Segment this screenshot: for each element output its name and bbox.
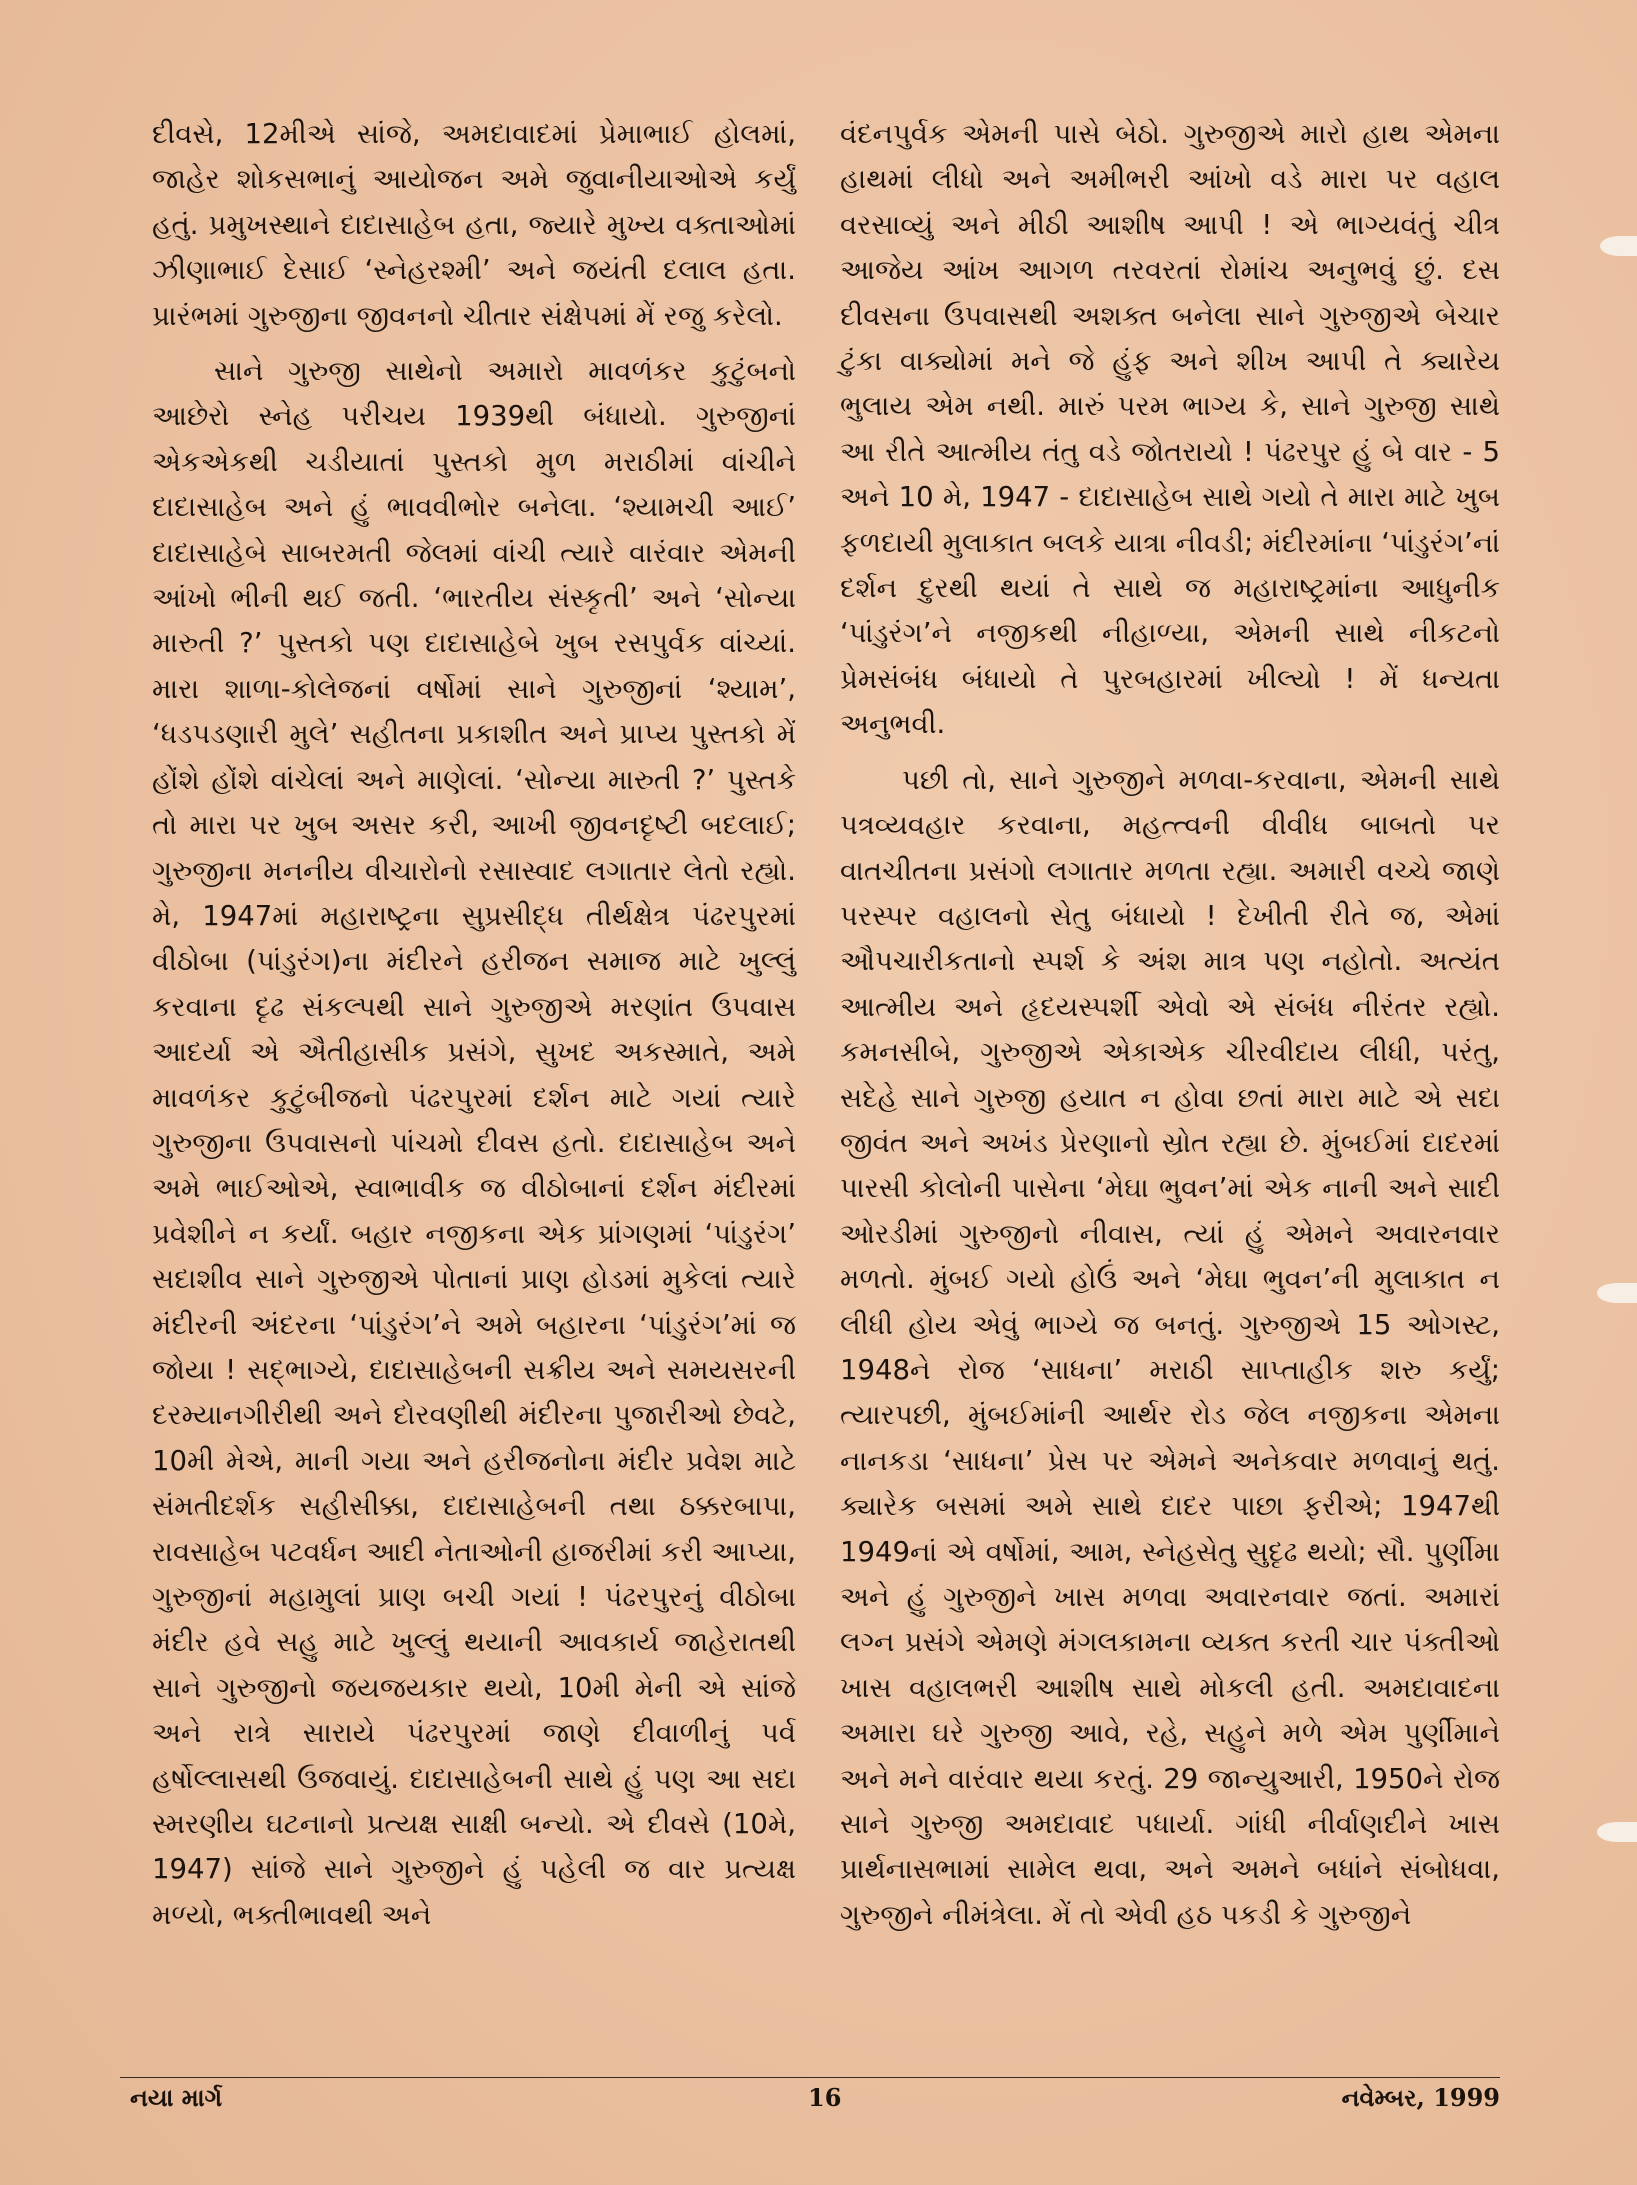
magazine-name: નયા માર્ગ: [130, 2083, 223, 2112]
paragraph: દીવસે, 12મીએ સાંજે, અમદાવાદમાં પ્રેમાભાઈ હોલમાં, જાહેર શોકસભાનું આયોજન અમે જુવાનીયાઓએ કર્યું હતું. પ્રમુખસ્થાને દાદાસાહેબ હતા, જ્યારે મુખ્ય વક્તાઓમાં ઝીણાભાઈ દેસાઈ ‘સ્નેહરશ્મી’ અને જયંતી દલાલ હતા. પ્રારંભમાં ગુરુજીના જીવનનો ચીતાર સંક્ષેપમાં મેં રજુ કરેલો.: [152, 118, 796, 332]
footer-rule: [120, 2077, 1500, 2078]
right-column: [840, 112, 1500, 1938]
issue-date: નવેમ્બર, 1999: [1341, 2083, 1500, 2112]
torn-edge: [1600, 236, 1637, 256]
paragraph: સાને ગુરુજી સાથેનો અમારો માવળંકર કુટુંબનો આછેરો સ્નેહ પરીચય 1939થી બંધાયો. ગુરુજીનાં એકએકથી ચડીયાતાં પુસ્તકો મુળ મરાઠીમાં વાંચીને દાદાસાહેબ અને હું ભાવવીભોર બનેલા. ‘શ્યામચી આઈ’ દાદાસાહેબે સાબરમતી જેલમાં વાંચી ત્યારે વારંવાર એમની આંખો ભીની થઈ જતી. ‘ભારતીય સંસ્કૃતી’ અને ‘સોન્યા મારુતી ?’ પુસ્તકો પણ દાદાસાહેબે ખુબ રસપુર્વક વાંચ્યાં. મારા શાળા-કોલેજનાં વર્ષોમાં સાને ગુરુજીનાં ‘શ્યામ’, ‘ધડપડણારી મુલે’ સહીતના પ્રકાશીત અને પ્રાપ્ય પુસ્તકો મેં હોંશે હોંશે વાંચેલાં અને માણેલાં. ‘સોન્યા મારુતી ?’ પુસ્તકે તો મારા પર ખુબ અસર કરી, આખી જીવનદૃષ્ટી બદલાઈ; ગુરુજીના મનનીય વીચારોનો રસાસ્વાદ લગાતાર લેતો રહ્યો. મે, 1947માં મહારાષ્ટ્રના સુપ્રસીદ્ધ તીર્થક્ષેત્ર પંઢરપુરમાં વીઠોબા (પાંડુરંગ)ના મંદીરને હરીજન સમાજ માટે ખુલ્લું કરવાના દૃઢ સંકલ્પથી સાને ગુરુજીએ મરણાંત ઉપવાસ આદર્યા એ ઐતીહાસીક પ્રસંગે, સુખદ અકસ્માતે, અમે માવળંકર કુટુંબીજનો પંઢરપુરમાં દર્શન માટે ગયાં ત્યારે ગુરુજીના ઉપવાસનો પાંચમો દીવસ હતો. દાદાસાહેબ અને અમે ભાઈઓએ, સ્વાભાવીક જ વીઠોબાનાં દર્શન મંદીરમાં પ્રવેશીને ન કર્યાં. બહાર નજીકના એક પ્રાંગણમાં ‘પાંડુરંગ’ સદાશીવ સાને ગુરુજીએ પોતાનાં પ્રાણ હોડમાં મુકેલાં ત્યારે મંદીરની અંદરના ‘પાંડુરંગ’ને અમે બહારના ‘પાંડુરંગ’માં જ જોયા ! સદ્ભાગ્યે, દાદાસાહેબની સક્રીય અને સમયસરની દરમ્યાનગીરીથી અને દોરવણીથી મંદીરના પુજારીઓ છેવટે, 10મી મેએ, માની ગયા અને હરીજનોના મંદીર પ્રવેશ માટે સંમતીદર્શક સહીસીક્કા, દાદાસાહેબની તથા ઠક્કરબાપા, રાવસાહેબ પટવર્ધન આદી નેતાઓની હાજરીમાં કરી આપ્યા, ગુરુજીનાં મહામુલાં પ્રાણ બચી ગયાં ! પંઢરપુરનું વીઠોબા મંદીર હવે સહુ માટે ખુલ્લું થયાની આવકાર્ય જાહેરાતથી સાને ગુરુજીનો જયજયકાર થયો, 10મી મેની એ સાંજે અને રાત્રે સારાયે પંઢરપુરમાં જાણે દીવાળીનું પર્વ હર્ષોલ્લાસથી ઉજવાયું. દાદાસાહેબની સાથે હું પણ આ સદા સ્મરણીય ઘટનાનો પ્રત્યક્ષ સાક્ષી બન્યો. એ દીવસે (10મે, 1947) સાંજે સાને ગુરુજીને હું પહેલી જ વાર પ્રત્યક્ષ મળ્યો, ભક્તીભાવથી અને: [152, 355, 796, 1931]
paragraph: વંદનપુર્વક એમની પાસે બેઠો. ગુરુજીએ મારો હાથ એમના હાથમાં લીધો અને અમીભરી આંખો વડે મારા પર વહાલ વરસાવ્યું અને મીઠી આશીષ આપી ! એ ભાગ્યવંતું ચીત્ર આજેય આંખ આગળ તરવરતાં રોમાંચ અનુભવું છું. દસ દીવસના ઉપવાસથી અશક્ત બનેલા સાને ગુરુજીએ બેચાર ટુંકા વાક્યોમાં મને જે હુંફ અને શીખ આપી તે ક્યારેય ભુલાય એમ નથી. મારું પરમ ભાગ્ય કે, સાને ગુરુજી સાથે આ રીતે આત્મીય તંતુ વડે જોતરાયો ! પંઢરપુર હું બે વાર - 5 અને 10 મે, 1947 - દાદાસાહેબ સાથે ગયો તે મારા માટે ખુબ ફળદાયી મુલાકાત બલકે યાત્રા નીવડી; મંદીરમાંના ‘પાંડુરંગ’નાં દર્શન દુરથી થયાં તે સાથે જ મહારાષ્ટ્રમાંના આધુનીક ‘પાંડુરંગ’ને નજીકથી નીહાળ્યા, એમની સાથે નીકટનો પ્રેમસંબંધ બંધાયો તે પુરબહારમાં ખીલ્યો ! મેં ધન્યતા અનુભવી.: [840, 118, 1500, 741]
torn-edge: [1597, 1283, 1637, 1303]
torn-edge: [1597, 1822, 1637, 1842]
paragraph: પછી તો, સાને ગુરુજીને મળવા-કરવાના, એમની સાથે પત્રવ્યવહાર કરવાના, મહત્ત્વની વીવીધ બાબતો પર વાતચીતના પ્રસંગો લગાતાર મળતા રહ્યા. અમારી વચ્ચે જાણે પરસ્પર વહાલનો સેતુ બંધાયો ! દેખીતી રીતે જ, એમાં ઔપચારીકતાનો સ્પર્શ કે અંશ માત્ર પણ નહોતો. અત્યંત આત્મીય અને હૃદયસ્પર્શી એવો એ સંબંધ નીરંતર રહ્યો. કમનસીબે, ગુરુજીએ એકાએક ચીરવીદાય લીધી, પરંતુ, સદેહે સાને ગુરુજી હયાત ન હોવા છતાં મારા માટે એ સદા જીવંત અને અખંડ પ્રેરણાનો સ્રોત રહ્યા છે. મુંબઈમાં દાદરમાં પારસી કોલોની પાસેના ‘મેઘા ભુવન’માં એક નાની અને સાદી ઓરડીમાં ગુરુજીનો નીવાસ, ત્યાં હું એમને અવારનવાર મળતો. મુંબઈ ગયો હોઉં અને ‘મેઘા ભુવન’ની મુલાકાત ન લીધી હોય એવું ભાગ્યે જ બનતું. ગુરુજીએ 15 ઓગસ્ટ, 1948ને રોજ ‘સાધના’ મરાઠી સાપ્તાહીક શરુ કર્યું; ત્યારપછી, મુંબઈમાંની આર્થર રોડ જેલ નજીકના એમના નાનકડા ‘સાધના’ પ્રેસ પર એમને અનેકવાર મળવાનું થતું. ક્યારેક બસમાં અમે સાથે દાદર પાછા ફરીએ; 1947થી 1949નાં એ વર્ષોમાં, આમ, સ્નેહસેતુ સુદૃઢ થયો; સૌ. પુર્ણીમા અને હું ગુરુજીને ખાસ મળવા અવારનવાર જતાં. અમારાં લગ્ન પ્રસંગે એમણે મંગલકામના વ્યક્ત કરતી ચાર પંક્તીઓ ખાસ વહાલભરી આશીષ સાથે મોકલી હતી. અમદાવાદના અમારા ઘરે ગુરુજી આવે, રહે, સહુને મળે એમ પુર્ણીમાને અને મને વારંવાર થયા કરતું. 29 જાન્યુઆરી, 1950ને રોજ સાને ગુરુજી અમદાવાદ પધાર્યા. ગાંધી નીર્વાણદીને ખાસ પ્રાર્થનાસભામાં સામેલ થવા, અને અમને બધાંને સંબોધવા, ગુરુજીને નીમંત્રેલા. મેં તો એવી હઠ પકડી કે ગુરુજીને: [840, 763, 1500, 1931]
left-column: [152, 112, 796, 1938]
page-number: 16: [808, 2083, 842, 2112]
